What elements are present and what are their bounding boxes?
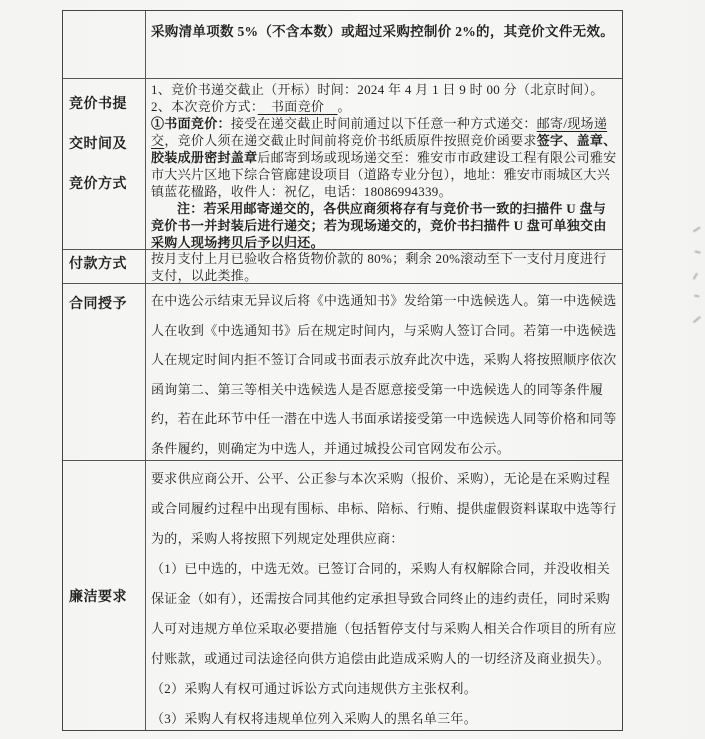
row-content-contract-award <box>146 284 622 460</box>
table-row-integrity-requirements <box>63 460 622 730</box>
procurement-terms-table <box>62 10 623 731</box>
row-content-payment-terms <box>146 250 622 283</box>
row-header-empty <box>63 11 146 78</box>
row-content-bid-submission <box>146 79 622 249</box>
row-header-contract-award: 合同授予 <box>63 284 146 460</box>
paragraph: （1）已中选的，中选无效。已签订合同的，采购人有权解除合同，并没收相关保证金（如有），还需按合同其他约定承担导致合同终止的违约责任，同时采购人可对违规方单位采取必要措施（包括暂停支付与采购人相关合作项目的所有应付账款，或通过司法途径向供方追偿由此造成采购人的一切经济及商业损失）。 <box>151 561 617 666</box>
paragraph: 注：若采用邮寄递交的，各供应商须将存有与竞价书一致的扫描件 U 盘与竞价书一并封装后进行递交；若为现场递交的，竞价书扫描件 U 盘可单独交由采购人现场拷贝后予以归还。 <box>151 201 607 249</box>
table-row-contract-award <box>63 283 622 460</box>
row-content-integrity-requirements <box>146 461 622 730</box>
paragraph: ①书面竞价：接受在递交截止时间前通过以下任意一种方式递交：邮寄/现场递交，竞价人须在递交截止时间前将竞价书纸质原件按照竞价函要求签字、盖章、胶装成册密封盖章后邮寄到场或现场递交至：雅安市市政建设工程有限公司雅安市大兴片区地下综合管廊建设项目（道路专业分包），地址：雅安市雨城区大兴镇蓝花楹路，收件人：祝亿，电话：18086994339。 <box>151 116 617 199</box>
paragraph: 1、竞价书递交截止（开标）时间：2024 年 4 月 1 日 9 时 00 分（北京时间）。 <box>151 82 604 97</box>
row-header-bid-submission: 竞价书提交时间及竞价方式 <box>63 79 146 249</box>
table-row-bid-submission <box>63 78 622 249</box>
row-content-continuation <box>146 11 622 78</box>
paragraph: 按月支付上月已验收合格货物价款的 80%；剩余 20%滚动至下一支付月度进行支付，以此类推。 <box>151 251 607 283</box>
paragraph: （2）采购人有权可通过诉讼方式向违规供方主张权利。 <box>151 681 478 696</box>
table-row-continuation <box>63 11 622 78</box>
paragraph: 2、本次竞价方式： 书面竞价 。 <box>151 99 351 114</box>
paragraph: 采购清单项数 5%（不含本数）或超过采购控制价 2%的，其竞价文件无效。 <box>151 24 615 39</box>
row-header-integrity-requirements: 廉洁要求 <box>63 461 146 730</box>
paragraph: 在中选公示结束无异议后将《中选通知书》发给第一中选候选人。第一中选候选人在收到《中选通知书》后在规定时间内，与采购人签订合同。若第一中选候选人在规定时间内拒不签订合同或书面表示放弃此次中选，采购人将按照顺序依次函询第二、第三等相关中选候选人是否愿意接受第一中选候选人的同等条件履约，若在此环节中任一潜在中选人书面承诺接受第一中选候选人同等价格和同等条件履约，则确定为中选人，并通过城投公司官网发布公示。 <box>151 293 617 456</box>
ink-bleed-marks <box>692 228 704 343</box>
table-row-payment-terms <box>63 249 622 283</box>
paragraph: （3）采购人有权将违规单位列入采购人的黑名单三年。 <box>151 711 478 726</box>
row-header-payment-terms: 付款方式 <box>63 250 146 283</box>
paragraph: 要求供应商公开、公平、公正参与本次采购（报价、采购），无论是在采购过程或合同履约过程中出现有围标、串标、陪标、行贿、提供虚假资料谋取中选等行为的，采购人将按照下列规定处理供应商： <box>151 471 617 546</box>
